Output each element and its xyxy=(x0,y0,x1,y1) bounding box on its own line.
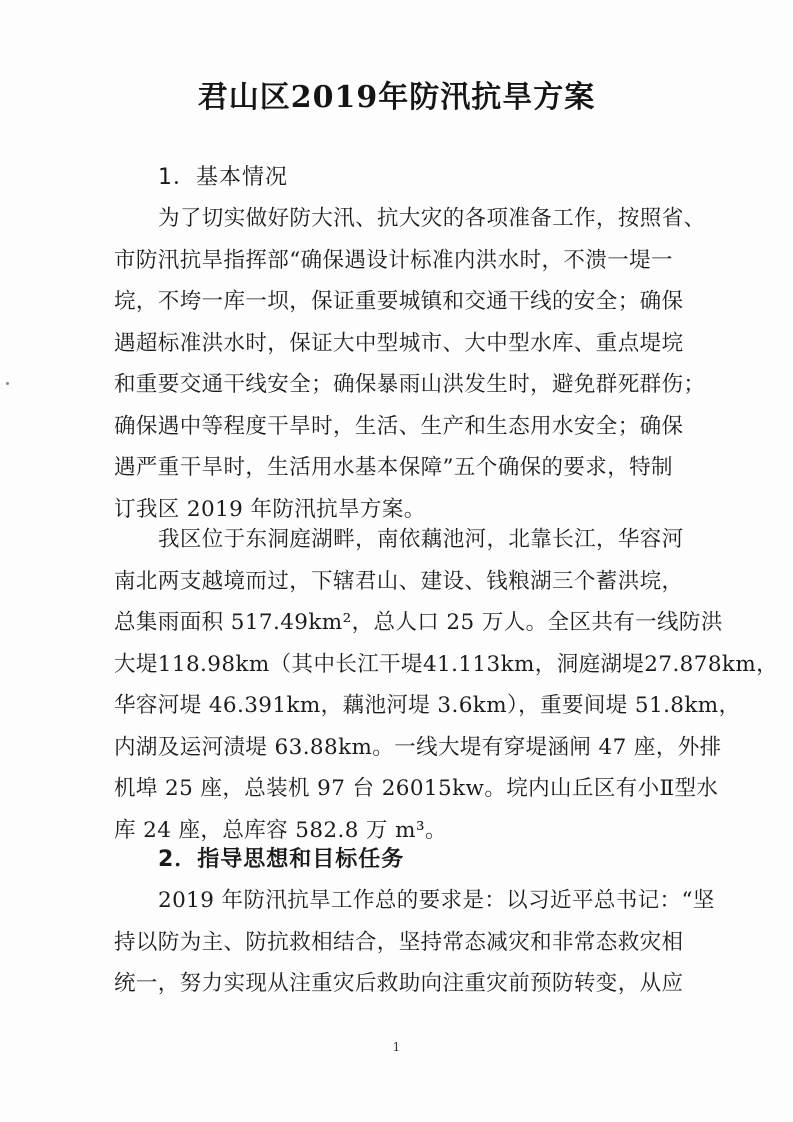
paragraph-line: 遇超标准洪水时，保证大中型城市、大中型水库、重点堤垸 xyxy=(114,330,684,356)
paragraph-line: 和重要交通干线安全；确保暴雨山洪发生时，避免群死群伤； xyxy=(114,372,706,397)
paragraph-line: 订我区 2019 年防汛抗旱方案。 xyxy=(114,496,426,522)
paragraph-line: 内湖及运河渍堤 63.88km。一线大堤有穿堤涵闸 47 座，外排 xyxy=(114,734,722,760)
paragraph-line: 遇严重干旱时，生活用水基本保障”五个确保的要求，特制 xyxy=(114,455,673,480)
paragraph-line: 机埠 25 座，总装机 97 台 26015kw。垸内山丘区有小Ⅱ型水 xyxy=(114,776,719,801)
paragraph-line: 我区位于东洞庭湖畔，南依藕池河，北靠长江，华容河 xyxy=(158,527,684,552)
paragraph-line: 南北两支越境而过，下辖君山、建设、钱粮湖三个蓄洪垸， xyxy=(114,568,684,594)
paragraph-line: 确保遇中等程度干旱时，生活、生产和生态用水安全；确保 xyxy=(114,413,684,439)
paragraph-line: 2019 年防汛抗旱工作总的要求是：以习近平总书记：“坚 xyxy=(158,888,715,913)
paragraph-district-overview xyxy=(114,519,779,851)
paragraph-line: 华容河堤 46.391km，藕池河堤 3.6km），重要间堤 51.8km， xyxy=(114,693,741,718)
paragraph-line: 统一，努力实现从注重灾后救助向注重灾前预防转变，从应 xyxy=(114,971,684,996)
paragraph-overall-requirements xyxy=(114,880,715,1005)
paragraph-line: 市防汛抗旱指挥部“确保遇设计标准内洪水时，不溃一堤一 xyxy=(114,247,673,273)
paragraph-line: 持以防为主、防抗救相结合，坚持常态减灾和非常态救灾相 xyxy=(114,929,684,955)
paragraph-purpose xyxy=(114,198,706,530)
paragraph-line: 总集雨面积 517.49km²，总人口 25 万人。全区共有一线防洪 xyxy=(114,610,723,635)
section-heading-basic-situation: 1．基本情况 xyxy=(158,165,288,190)
document-title: 君山区2019年防汛抗旱方案 xyxy=(197,80,596,115)
page-number: 1 xyxy=(392,1040,401,1054)
paragraph-line: 垸，不垮一库一坝，保证重要城镇和交通干线的安全；确保 xyxy=(114,289,684,314)
paragraph-line: 为了切实做好防大汛、抗大灾的各项准备工作，按照省、 xyxy=(158,206,706,231)
scan-speck xyxy=(6,382,9,385)
paragraph-line: 大堤118.98km（其中长江干堤41.113km，洞庭湖堤27.878km， xyxy=(114,651,779,677)
section-heading-guiding-ideology: 2．指导思想和目标任务 xyxy=(158,847,405,872)
paragraph-line: 库 24 座，总库容 582.8 万 m³。 xyxy=(114,817,447,843)
